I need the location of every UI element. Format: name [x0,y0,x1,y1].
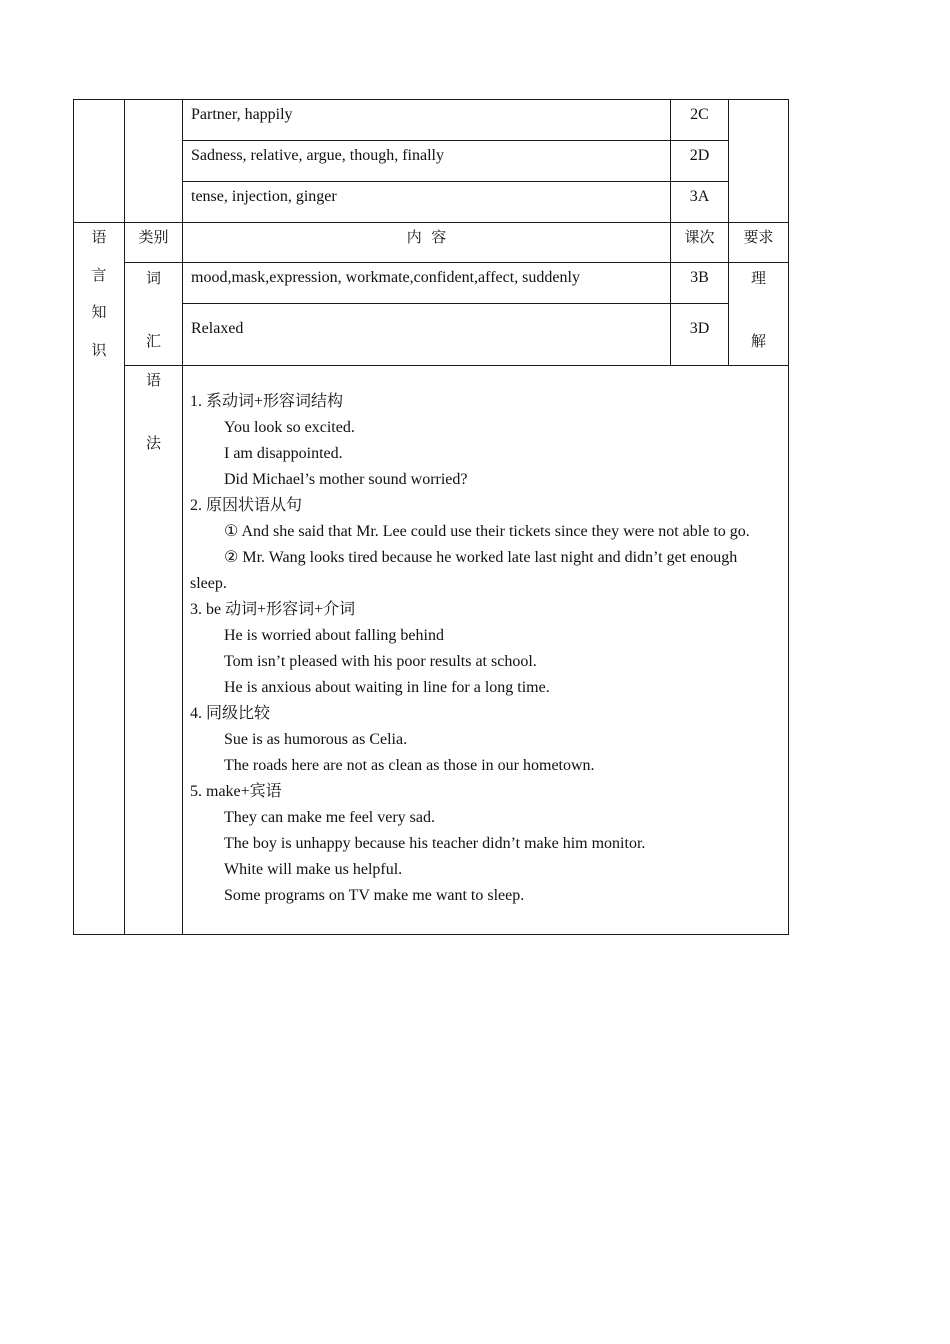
grammar-line: ② Mr. Wang looks tired because he worked late last night and didn’t get enough [224,549,738,566]
grammar-line: Some programs on TV make me want to sleep. [224,887,525,904]
row-content: Relaxed [191,320,244,337]
grammar-line: White will make us helpful. [224,861,403,878]
grammar-line: They can make me feel very sad. [224,809,436,826]
header-requirement: 要求 [743,228,774,246]
grammar-line: You look so excited. [224,419,355,436]
row-lesson: 3D [689,320,710,337]
header-category: 类别 [138,228,169,246]
grammar-line: 2. 原因状语从句 [190,497,303,514]
grammar-line: Did Michael’s mother sound worried? [224,471,468,488]
row-lesson: 2C [690,106,709,123]
grammar-line: Tom isn’t pleased with his poor results at school. [224,653,537,670]
grammar-line: 5. make+宾语 [190,783,282,800]
grammar-line: He is anxious about waiting in line for a long time. [224,679,550,696]
row-lesson: 2D [689,147,710,164]
row-content: tense, injection, ginger [191,188,337,205]
grammar-line: He is worried about falling behind [224,627,444,644]
grammar-line: ① And she said that Mr. Lee could use their tickets since they were not able to go. [224,523,750,540]
header-lesson: 课次 [684,228,715,246]
row-content: Sadness, relative, argue, though, finally [191,147,444,164]
row-content: mood,mask,expression, workmate,confident,affect, suddenly [191,269,580,286]
grammar-line: 3. be 动词+形容词+介词 [190,601,356,618]
grammar-line: sleep. [190,575,227,592]
grammar-line: 4. 同级比较 [190,705,271,722]
row-content: Partner, happily [191,106,293,123]
grammar-line: 1. 系动词+形容词结构 [190,393,344,410]
grammar-line: The boy is unhappy because his teacher didn’t make him monitor. [224,835,646,852]
grammar-line: Sue is as humorous as Celia. [224,731,408,748]
row-lesson: 3A [689,188,710,205]
row-lesson: 3B [690,269,709,286]
grammar-line: I am disappointed. [224,445,343,462]
header-content: 内 容 [406,228,447,246]
grammar-line: The roads here are not as clean as those in our hometown. [224,757,595,774]
document-page: Partner, happily 2C Sadness, relative, argue, though, finally 2D tense, injection, ginger 3A 语 言 知 识 类别 内 容 课次 要求 词 汇 mood,mask,expression, workmate,confident,affect, suddenly 3B Relaxed 3D 理 解 语 法 1. 系动词+形容词结构 You look so excited. I am disappointed. Did Michael’s mother sound worried? 2. 原因状语从句 ① And she said that Mr. Lee could use their tickets since they were not able to go. ② Mr. Wang looks tired because he worked late last night and didn’t get enough sleep. 3. be 动词+形容词+介词 He is worried about falling behind Tom isn’t pleased with his poor results at school. He is anxious about waiting in line for a long time. 4. 同级比较 Sue is as humorous as Celia. The roads here are not as clean as those in our hometown. 5. make+宾语 They can make me feel very sad. The boy is unhappy because his teacher didn’t make him monitor. White will make us helpful. Some programs on TV make me want to sleep. [0,0,950,1344]
